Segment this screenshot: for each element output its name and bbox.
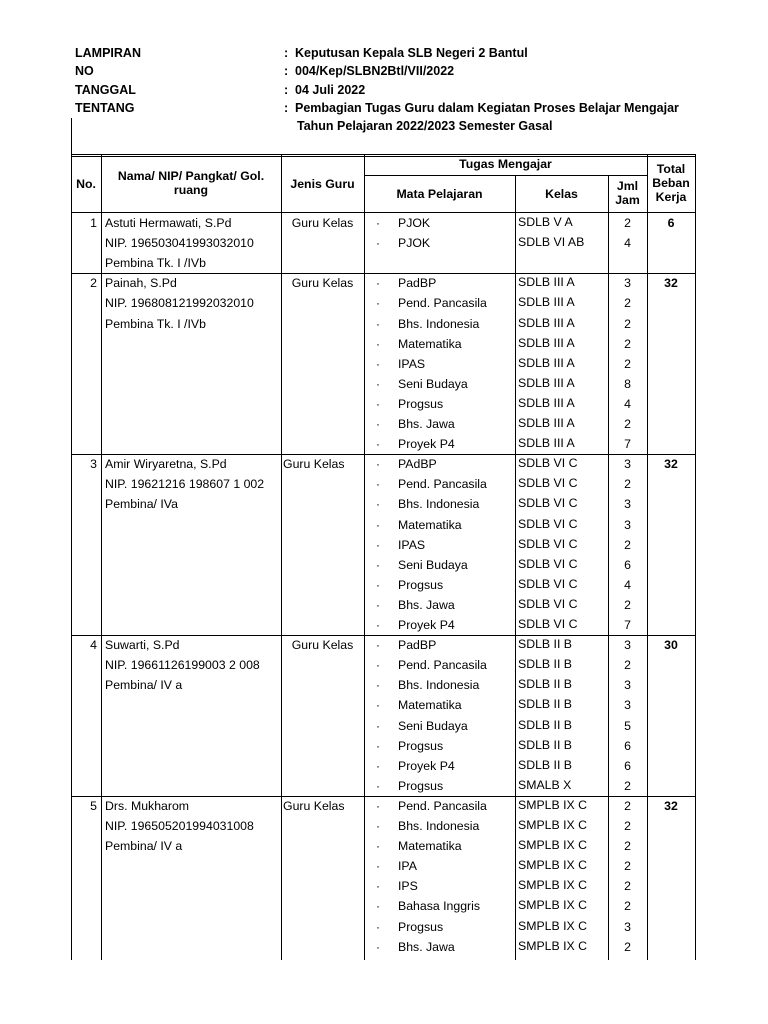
subject-class: SMPLB IX C	[518, 878, 588, 893]
row-separator	[71, 454, 695, 455]
subject-hours: 2	[624, 778, 631, 793]
header-bottom-rule	[71, 212, 695, 213]
header-row	[75, 117, 715, 135]
subject-class: SDLB III A	[518, 436, 575, 451]
header-tugas: Tugas Mengajar	[459, 157, 552, 171]
teacher-nip: NIP. 196505201994031008	[105, 819, 254, 833]
header-total: Total Beban Kerja	[652, 162, 690, 204]
subject-bullet: ·	[376, 417, 380, 431]
subject-name: Pend. Pancasila	[398, 658, 487, 673]
subject-class: SDLB VI C	[518, 476, 578, 491]
subject-bullet: ·	[376, 698, 380, 713]
subject-bullet: ·	[376, 939, 380, 954]
header-row	[75, 99, 715, 117]
subject-hours: 4	[624, 396, 631, 411]
subject-class: SDLB VI C	[518, 617, 578, 631]
subject-hours: 2	[624, 296, 631, 311]
subject-class: SDLB II B	[518, 697, 572, 712]
header-value: Keputusan Kepala SLB Negeri 2 Bantul	[295, 46, 528, 60]
header-label: TENTANG	[75, 100, 135, 115]
subject-name: Progsus	[398, 778, 444, 793]
subject-bullet: ·	[376, 718, 380, 733]
subject-name: Progsus	[398, 396, 444, 411]
subject-bullet: ·	[376, 859, 380, 874]
subject-bullet: ·	[376, 316, 380, 331]
column-rule	[647, 154, 648, 960]
teacher-rank: Pembina Tk. I /IVb	[105, 316, 206, 331]
subject-class: SDLB II B	[518, 717, 572, 732]
column-rule	[281, 154, 282, 960]
subject-bullet: ·	[376, 758, 380, 773]
teacher-rank: Pembina/ IV a	[105, 678, 183, 693]
teacher-jenis-guru: Guru Kelas	[291, 276, 354, 291]
subject-class: SDLB VI C	[518, 516, 578, 531]
teacher-name: Amir Wiryaretna, S.Pd	[105, 457, 227, 472]
subject-hours: 4	[624, 236, 631, 251]
header-value: Pembagian Tugas Guru dalam Kegiatan Proses Belajar Mengajar	[295, 100, 679, 115]
subject-bullet: ·	[376, 798, 380, 813]
header-label: LAMPIRAN	[75, 46, 141, 60]
header-kelas: Kelas	[545, 187, 578, 201]
teacher-rank: Pembina/ IV a	[105, 839, 183, 854]
column-rule	[515, 175, 516, 960]
subject-class: SMPLB IX C	[518, 898, 588, 913]
subject-hours: 8	[624, 376, 631, 391]
subject-name: PJOK	[398, 216, 431, 230]
subject-hours: 3	[624, 678, 631, 693]
subject-hours: 3	[624, 638, 631, 653]
subject-hours: 2	[624, 477, 631, 492]
row-number: 5	[90, 798, 97, 813]
subject-hours: 2	[624, 839, 631, 854]
subject-class: SMALB X	[518, 777, 572, 792]
subject-name: Proyek P4	[398, 618, 455, 632]
subject-name: Bhs. Indonesia	[398, 678, 480, 693]
teacher-rank: Pembina Tk. I /IVb	[105, 256, 206, 271]
row-separator	[71, 273, 695, 274]
subject-name: Bahasa Inggris	[398, 899, 481, 914]
header-jenis: Jenis Guru	[290, 177, 355, 191]
subject-name: Progsus	[398, 577, 444, 592]
subject-name: Progsus	[398, 919, 444, 934]
subject-hours: 2	[624, 597, 631, 612]
subject-bullet: ·	[376, 236, 380, 251]
teacher-rank: Pembina/ IVa	[105, 497, 178, 512]
document-header	[75, 44, 715, 135]
subject-bullet: ·	[376, 919, 380, 934]
header-colon: :	[284, 82, 289, 97]
teacher-jenis-guru: Guru Kelas	[283, 798, 345, 813]
subject-name: Bhs. Jawa	[398, 417, 455, 431]
subject-bullet: ·	[376, 457, 380, 472]
row-number: 3	[90, 457, 97, 472]
teacher-name: Astuti Hermawati, S.Pd	[105, 216, 232, 230]
subject-hours: 6	[624, 758, 631, 773]
teacher-jenis-guru: Guru Kelas	[291, 216, 354, 230]
subject-hours: 2	[624, 537, 631, 552]
subject-bullet: ·	[376, 356, 380, 371]
total-beban-kerja: 32	[664, 457, 678, 472]
subject-bullet: ·	[376, 658, 380, 673]
subject-hours: 6	[624, 557, 631, 572]
subject-bullet: ·	[376, 437, 380, 452]
subject-class: SDLB III A	[518, 395, 575, 410]
subject-name: Bhs. Indonesia	[398, 497, 480, 512]
subject-hours: 2	[624, 417, 631, 431]
subject-bullet: ·	[376, 396, 380, 411]
header-value-continued: Tahun Pelajaran 2022/2023 Semester Gasal	[297, 119, 553, 134]
subject-class: SDLB VI C	[518, 496, 578, 511]
subject-bullet: ·	[376, 577, 380, 592]
subject-name: Pend. Pancasila	[398, 296, 487, 311]
column-rule	[101, 154, 102, 960]
subject-hours: 2	[624, 819, 631, 833]
subject-name: PAdBP	[398, 457, 437, 472]
subject-bullet: ·	[376, 879, 380, 894]
subject-bullet: ·	[376, 638, 380, 653]
subject-name: Matematika	[398, 517, 462, 532]
subject-name: Bhs. Indonesia	[398, 819, 480, 833]
subject-bullet: ·	[376, 597, 380, 612]
teacher-nip: NIP. 19661126199003 2 008	[105, 658, 260, 673]
subject-bullet: ·	[376, 618, 380, 632]
subject-name: Proyek P4	[398, 758, 455, 773]
subject-hours: 3	[624, 497, 631, 512]
subject-class: SDLB VI C	[518, 456, 578, 471]
header-row	[75, 81, 715, 99]
subject-name: IPA	[398, 859, 417, 874]
subject-name: Bhs. Jawa	[398, 597, 455, 612]
subject-name: Pend. Pancasila	[398, 477, 487, 492]
subject-class: SDLB V A	[518, 215, 573, 229]
subject-bullet: ·	[376, 678, 380, 693]
subject-class: SDLB III A	[518, 416, 575, 430]
subject-name: PadBP	[398, 638, 437, 653]
subject-hours: 4	[624, 577, 631, 592]
subject-class: SDLB II B	[518, 637, 572, 652]
row-separator	[71, 635, 695, 636]
subject-bullet: ·	[376, 296, 380, 311]
subject-class: SDLB VI C	[518, 596, 578, 611]
header-value: 04 Juli 2022	[295, 82, 366, 97]
subject-class: SDLB III A	[518, 295, 575, 310]
header-colon: :	[284, 46, 289, 60]
subject-name: IPAS	[398, 537, 426, 552]
subject-name: Pend. Pancasila	[398, 798, 487, 813]
subject-class: SDLB III A	[518, 335, 575, 350]
subject-class: SDLB III A	[518, 355, 575, 370]
subject-hours: 3	[624, 919, 631, 934]
subject-hours: 2	[624, 658, 631, 673]
subject-hours: 6	[624, 738, 631, 753]
row-separator	[71, 796, 695, 797]
subject-bullet: ·	[376, 336, 380, 351]
teacher-nip: NIP. 196503041993032010	[105, 236, 254, 251]
subject-class: SMPLB IX C	[518, 818, 588, 832]
subject-bullet: ·	[376, 216, 380, 230]
subject-class: SDLB VI AB	[518, 235, 585, 250]
subject-hours: 2	[624, 879, 631, 894]
table-top-rule	[71, 154, 695, 155]
subject-class: SDLB III A	[518, 275, 575, 290]
subject-name: Progsus	[398, 738, 444, 753]
header-mapel: Mata Pelajaran	[396, 187, 483, 201]
subject-hours: 2	[624, 939, 631, 954]
teacher-nip: NIP. 196808121992032010	[105, 296, 254, 311]
column-rule	[695, 154, 696, 960]
subject-hours: 2	[624, 336, 631, 351]
header-no: No.	[76, 177, 96, 191]
margin-line-top	[71, 118, 72, 156]
subject-name: IPAS	[398, 356, 426, 371]
header-row	[75, 44, 715, 62]
row-number: 4	[90, 638, 97, 653]
subject-name: IPS	[398, 879, 418, 894]
subject-hours: 7	[624, 618, 631, 632]
teacher-jenis-guru: Guru Kelas	[283, 457, 345, 472]
subject-name: Bhs. Jawa	[398, 939, 455, 954]
header-colon: :	[284, 64, 289, 79]
header-colon: :	[284, 100, 289, 115]
subject-name: Matematika	[398, 839, 462, 854]
row-number: 1	[90, 216, 97, 230]
subject-hours: 2	[624, 316, 631, 331]
subject-bullet: ·	[376, 497, 380, 512]
teacher-nip: NIP. 19621216 198607 1 002	[105, 477, 265, 492]
subject-class: SDLB VI C	[518, 576, 578, 591]
subject-bullet: ·	[376, 537, 380, 552]
subject-hours: 2	[624, 859, 631, 874]
subject-class: SDLB II B	[518, 737, 572, 752]
subject-class: SDLB III A	[518, 375, 575, 390]
header-label: NO	[75, 64, 94, 79]
subject-bullet: ·	[376, 778, 380, 793]
subject-class: SDLB VI C	[518, 556, 578, 571]
subject-name: Seni Budaya	[398, 718, 468, 733]
total-beban-kerja: 32	[664, 798, 678, 813]
total-beban-kerja: 6	[667, 216, 675, 230]
subject-hours: 3	[624, 457, 631, 472]
header-value: 004/Kep/SLBN2Btl/VII/2022	[295, 64, 455, 79]
subject-hours: 2	[624, 356, 631, 371]
subject-bullet: ·	[376, 376, 380, 391]
teacher-name: Drs. Mukharom	[105, 798, 190, 813]
subject-name: Seni Budaya	[398, 557, 468, 572]
column-rule	[364, 154, 365, 960]
subject-bullet: ·	[376, 276, 380, 291]
header-nama: Nama/ NIP/ Pangkat/ Gol. ruang	[117, 169, 265, 197]
subheader-rule	[364, 175, 647, 176]
subject-class: SMPLB IX C	[518, 938, 588, 953]
subject-bullet: ·	[376, 738, 380, 753]
subject-class: SDLB III A	[518, 315, 575, 330]
subject-name: Proyek P4	[398, 437, 455, 452]
subject-name: Matematika	[398, 336, 462, 351]
subject-name: Bhs. Indonesia	[398, 316, 480, 331]
subject-hours: 3	[624, 517, 631, 532]
column-rule	[71, 154, 72, 960]
subject-hours: 2	[624, 216, 631, 230]
subject-class: SMPLB IX C	[518, 858, 588, 873]
subject-class: SMPLB IX C	[518, 918, 588, 933]
teacher-name: Suwarti, S.Pd	[105, 638, 180, 653]
subject-class: SMPLB IX C	[518, 797, 588, 812]
teacher-name: Painah, S.Pd	[105, 276, 177, 291]
subject-hours: 5	[624, 718, 631, 733]
subject-bullet: ·	[376, 819, 380, 833]
subject-hours: 2	[624, 899, 631, 914]
row-number: 2	[90, 276, 97, 291]
subject-bullet: ·	[376, 839, 380, 854]
subject-class: SDLB VI C	[518, 536, 578, 551]
subject-name: Seni Budaya	[398, 376, 468, 391]
total-beban-kerja: 32	[664, 276, 678, 291]
subject-class: SMPLB IX C	[518, 838, 588, 853]
subject-name: PadBP	[398, 276, 437, 291]
subject-hours: 7	[624, 437, 631, 452]
subject-bullet: ·	[376, 899, 380, 914]
subject-hours: 3	[624, 698, 631, 713]
subject-class: SDLB II B	[518, 757, 572, 772]
subject-class: SDLB II B	[518, 677, 572, 692]
subject-bullet: ·	[376, 477, 380, 492]
subject-name: Matematika	[398, 698, 462, 713]
subject-bullet: ·	[376, 517, 380, 532]
teacher-jenis-guru: Guru Kelas	[291, 638, 354, 653]
header-label: TANGGAL	[75, 82, 136, 97]
subject-hours: 2	[624, 798, 631, 813]
header-jml: Jml Jam	[615, 179, 640, 207]
total-beban-kerja: 30	[664, 638, 678, 653]
header-row	[75, 62, 715, 80]
subject-bullet: ·	[376, 557, 380, 572]
subject-name: PJOK	[398, 236, 431, 251]
subject-hours: 3	[624, 276, 631, 291]
subject-class: SDLB II B	[518, 657, 572, 672]
